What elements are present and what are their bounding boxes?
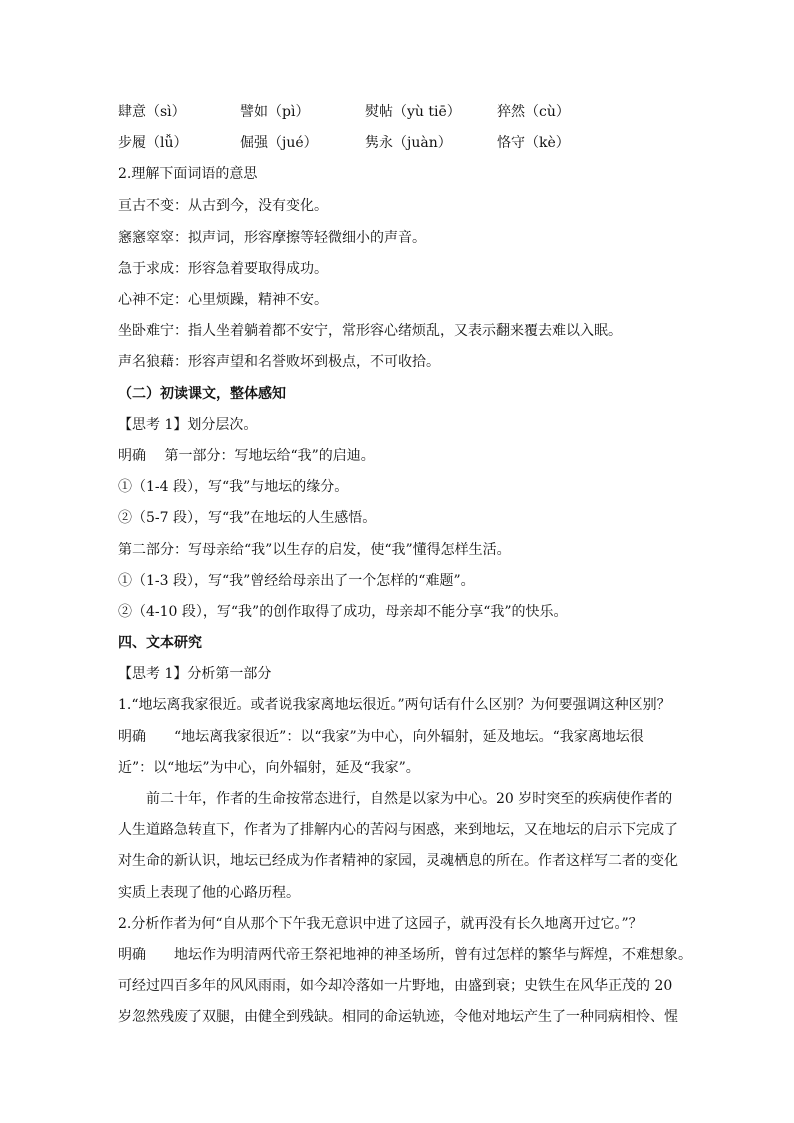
paragraph-line: 岁忽然残废了双腿，由健全到残缺。相同的命运轨迹，令他对地坛产生了一种同病相怜、惺 [118, 1009, 678, 1025]
answer-text: 第二部分：写母亲给“我”以生存的启发，使“我”懂得怎样生活。 [118, 542, 511, 558]
vocab-item: 亘古不变：从古到今，没有变化。 [118, 198, 328, 214]
answer-text: 明确 第一部分：写地坛给“我”的启迪。 [118, 448, 375, 464]
answer-text: 近”：以“地坛”为中心，向外辐射，延及“我家”。 [118, 760, 420, 776]
pronunciation-item: 隽永（juàn） [365, 135, 452, 151]
paragraph-line: 可经过四百多年的风风雨雨，如今却冷落如一片野地，由盛到衰；史铁生在风华正茂的 20 [118, 978, 673, 994]
pronunciation-item: 肆意（sì） [118, 104, 186, 120]
vocab-item: 声名狼藉：形容声望和名誉败坏到极点，不可收拾。 [118, 354, 440, 370]
paragraph-line: 对生命的新认识，地坛已经成为作者精神的家园，灵魂栖息的所在。作者这样写二者的变化 [118, 853, 678, 869]
section-heading: 四、文本研究 [118, 635, 202, 651]
paragraph-line: 实质上表现了他的心路历程。 [118, 885, 300, 901]
answer-sub-item: ①（1-3 段），写“我”曾经给母亲出了一个怎样的“难题”。 [118, 573, 475, 589]
vocab-item: 心神不定：心里烦躁，精神不安。 [118, 292, 328, 308]
pronunciation-item: 步履（lǚ） [118, 135, 188, 151]
paragraph-line: 人生道路急转直下，作者为了排解内心的苦闷与困惑，来到地坛，又在地坛的启示下完成了 [118, 822, 678, 838]
answer-sub-item: ②（5-7 段），写“我”在地坛的人生感悟。 [118, 510, 377, 526]
answer-sub-item: ①（1-4 段），写“我”与地坛的缘分。 [118, 479, 349, 495]
vocab-item: 坐卧难宁：指人坐着躺着都不安宁，常形容心绪烦乱，又表示翻来覆去难以入眠。 [118, 323, 622, 339]
pronunciation-item: 恪守（kè） [497, 135, 570, 151]
pronunciation-item: 熨帖（yù tiē） [365, 104, 461, 120]
answer-text: 明确 地坛作为明清两代帝王祭祀地神的神圣场所，曾有过怎样的繁华与辉煌，不难想象。 [118, 947, 692, 963]
paragraph-line: 前二十年，作者的生命按常态进行，自然是以家为中心。20 岁时突至的疾病使作者的 [118, 791, 673, 807]
pronunciation-item: 猝然（cù） [497, 104, 570, 120]
question-label: 【思考 1】分析第一部分 [118, 666, 272, 682]
question-label: 【思考 1】划分层次。 [118, 417, 258, 433]
pronunciation-item: 倔强（jué） [240, 135, 318, 151]
vocab-item: 窸窸窣窣：拟声词，形容摩擦等轻微细小的声音。 [118, 230, 426, 246]
vocab-heading: 2.理解下面词语的意思 [118, 166, 258, 182]
answer-text: 明确 “地坛离我家很近”：以“我家”为中心，向外辐射，延及地坛。“我家离地坛很 [118, 729, 644, 745]
pronunciation-item: 譬如（pì） [240, 104, 310, 120]
question-text: 1.“地坛离我家很近。或者说我家离地坛很近。”两句话有什么区别？为何要强调这种区别？ [118, 697, 671, 713]
section-heading: （二）初读课文，整体感知 [118, 386, 286, 402]
answer-sub-item: ②（4-10 段），写“我”的创作取得了成功，母亲却不能分享“我”的快乐。 [118, 604, 568, 620]
question-text: 2.分析作者为何“自从那个下午我无意识中进了这园子，就再没有长久地离开过它。”？ [118, 916, 643, 932]
vocab-item: 急于求成：形容急着要取得成功。 [118, 261, 328, 277]
